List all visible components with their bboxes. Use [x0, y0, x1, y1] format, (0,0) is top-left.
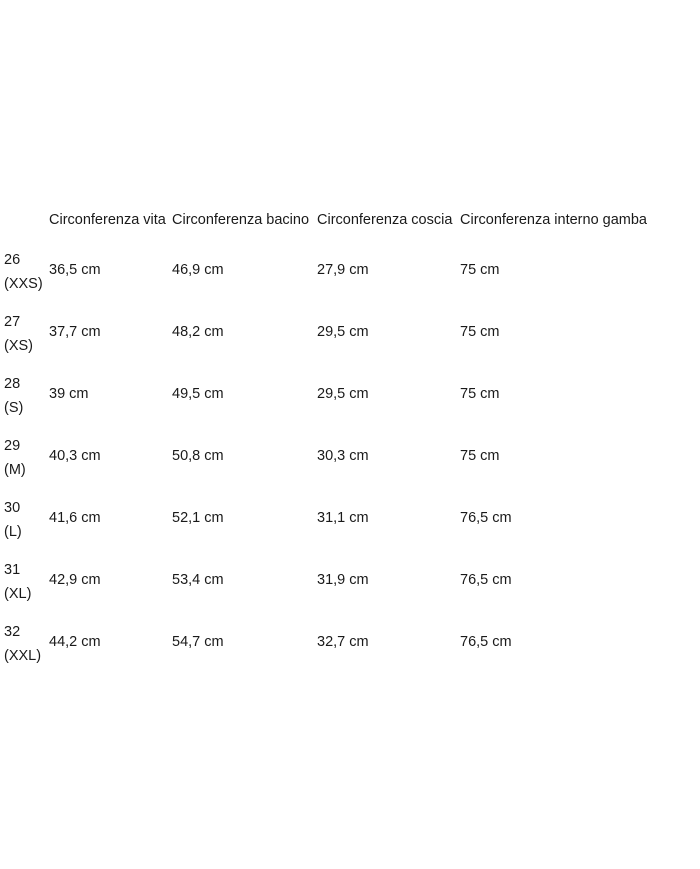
thigh-value: 30,3 cm: [317, 448, 369, 464]
inseam-value: 76,5 cm: [460, 510, 512, 526]
waist-value: 42,9 cm: [49, 572, 101, 588]
size-code: (L): [4, 524, 22, 540]
size-number: 27: [4, 314, 21, 330]
inseam-value: 76,5 cm: [460, 634, 512, 650]
size-number: 31: [4, 562, 21, 578]
thigh-value: 29,5 cm: [317, 386, 369, 402]
size-number: 26: [4, 252, 21, 268]
hip-value: 49,5 cm: [172, 386, 224, 402]
inseam-value: 75 cm: [460, 386, 500, 402]
size-label: [4, 498, 48, 542]
waist-value: 40,3 cm: [49, 448, 101, 464]
hip-value: 48,2 cm: [172, 324, 224, 340]
size-code: (XL): [4, 586, 32, 602]
size-label: [4, 312, 48, 356]
size-number: 32: [4, 624, 21, 640]
size-code: (XS): [4, 338, 33, 354]
header-inseam: Circonferenza interno gamba: [460, 212, 647, 228]
table-header-row: [4, 212, 664, 236]
hip-value: 53,4 cm: [172, 572, 224, 588]
size-label: [4, 374, 48, 418]
table-row: [4, 498, 664, 560]
waist-value: 39 cm: [49, 386, 89, 402]
header-thigh: Circonferenza coscia: [317, 212, 453, 228]
waist-value: 37,7 cm: [49, 324, 101, 340]
size-label: [4, 622, 48, 666]
waist-value: 44,2 cm: [49, 634, 101, 650]
waist-value: 36,5 cm: [49, 262, 101, 278]
size-number: 28: [4, 376, 21, 392]
hip-value: 46,9 cm: [172, 262, 224, 278]
size-code: (S): [4, 400, 24, 416]
thigh-value: 29,5 cm: [317, 324, 369, 340]
size-label: [4, 560, 48, 604]
table-row: [4, 622, 664, 684]
hip-value: 52,1 cm: [172, 510, 224, 526]
waist-value: 41,6 cm: [49, 510, 101, 526]
table-row: [4, 250, 664, 312]
table-row: [4, 436, 664, 498]
header-hip: Circonferenza bacino: [172, 212, 310, 228]
size-number: 30: [4, 500, 21, 516]
table-body: [4, 250, 664, 684]
thigh-value: 27,9 cm: [317, 262, 369, 278]
header-waist: Circonferenza vita: [49, 212, 166, 228]
inseam-value: 75 cm: [460, 262, 500, 278]
size-chart-table: [4, 212, 664, 664]
inseam-value: 76,5 cm: [460, 572, 512, 588]
size-label: [4, 436, 48, 480]
size-code: (XXL): [4, 648, 42, 664]
thigh-value: 32,7 cm: [317, 634, 369, 650]
hip-value: 50,8 cm: [172, 448, 224, 464]
size-number: 29: [4, 438, 21, 454]
size-label: [4, 250, 48, 294]
size-code: (M): [4, 462, 26, 478]
inseam-value: 75 cm: [460, 324, 500, 340]
table-row: [4, 374, 664, 436]
thigh-value: 31,9 cm: [317, 572, 369, 588]
table-row: [4, 312, 664, 374]
hip-value: 54,7 cm: [172, 634, 224, 650]
size-code: (XXS): [4, 276, 43, 292]
inseam-value: 75 cm: [460, 448, 500, 464]
table-row: [4, 560, 664, 622]
thigh-value: 31,1 cm: [317, 510, 369, 526]
